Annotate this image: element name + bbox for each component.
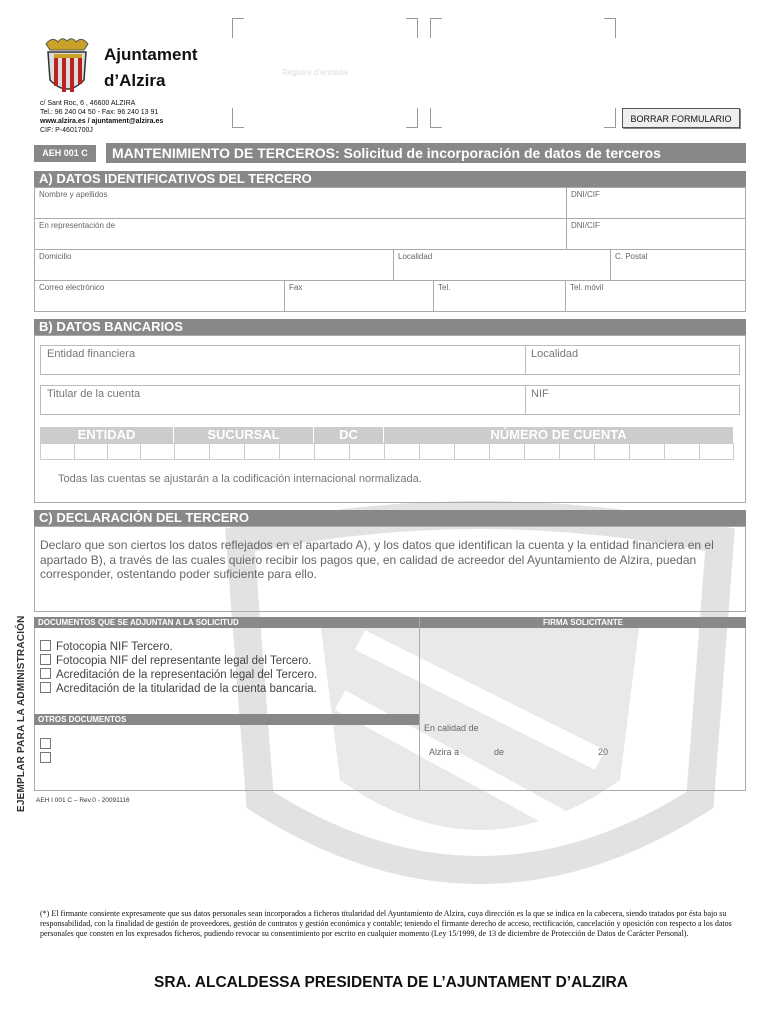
- cpostal-field[interactable]: C. Postal: [610, 249, 746, 281]
- org-name-line2: d’Alzira: [104, 71, 166, 90]
- addressee: SRA. ALCALDESSA PRESIDENTA DE L’AJUNTAMENT D’ALZIRA: [154, 974, 628, 991]
- checkbox-icon[interactable]: [40, 682, 51, 693]
- localidad-field[interactable]: Localidad: [393, 249, 611, 281]
- signature-header: FIRMA SOLICITANTE: [420, 617, 746, 628]
- checkbox-icon[interactable]: [40, 738, 51, 749]
- col-numero: NÚMERO DE CUENTA: [384, 427, 734, 443]
- form-code: AEH 001 C: [34, 145, 96, 162]
- otros-docs-header: OTROS DOCUMENTOS: [34, 714, 419, 725]
- entidad-financiera-label: Entidad financiera: [47, 348, 136, 360]
- org-name-line1: Ajuntament: [104, 45, 198, 64]
- nombre-field[interactable]: Nombre y apellidos: [34, 187, 567, 219]
- representacion-field[interactable]: En representación de: [34, 218, 567, 250]
- org-address: c/ Sant Roc, 6 , 46600 ALZIRA Tel.: 96 240 04 50 - Fax: 96 240 13 91 www.alzira.es / ajuntament@alzira.es CIF: P-4601700J: [40, 100, 164, 134]
- privacy-footnote: (*) El firmante consiente expresamente que sus datos personales sean incorporados a ficheros titularidad del Ayuntamiento de Alzira, cuya dirección es la que se indica en la cabecera, siendo tratados por ésta bajo su responsabilidad, con la finalidad de gestión de proveedores, gestión de contratos y gestión económica y contable; teniendo el firmante derecho de acceso, rectificación, cancelación y oposición con respecto a los datos personales que consten en los expresados ficheros, pudiendo revocar su consentimiento por escrito en cualquier momento (Ley 15/1999, de 13 de diciembre de Protección de Datos de Carácter Personal).: [40, 909, 732, 938]
- domicilio-field[interactable]: Domicilio: [34, 249, 394, 281]
- col-entidad: ENTIDAD: [40, 427, 174, 443]
- checkbox-icon[interactable]: [40, 640, 51, 651]
- nif-field[interactable]: [525, 385, 740, 415]
- section-a-title: A) DATOS IDENTIFICATIVOS DEL TERCERO: [34, 171, 746, 187]
- doc-item[interactable]: Fotocopia NIF Tercero.: [40, 640, 410, 654]
- registro-label: Registre d’entrada: [282, 68, 348, 77]
- checkbox-icon[interactable]: [40, 654, 51, 665]
- movil-field[interactable]: Tel. móvil: [565, 280, 746, 312]
- coat-of-arms-logo: [40, 36, 94, 98]
- section-a-fields: [34, 187, 746, 312]
- dni-representado-field[interactable]: DNI/CIF: [566, 218, 746, 250]
- correo-field[interactable]: Correo electrónico: [34, 280, 285, 312]
- account-header: [40, 427, 734, 443]
- doc-item[interactable]: Fotocopia NIF del representante legal del Tercero.: [40, 654, 410, 668]
- section-b-title: B) DATOS BANCARIOS: [34, 319, 746, 335]
- account-digits[interactable]: [40, 443, 734, 460]
- dni-field[interactable]: DNI/CIF: [566, 187, 746, 219]
- reset-form-button[interactable]: BORRAR FORMULARIO: [622, 108, 740, 128]
- section-c-title: C) DECLARACIÓN DEL TERCERO: [34, 510, 746, 526]
- col-dc: DC: [314, 427, 384, 443]
- declaration-text: Declaro que son ciertos los datos reflejados en el apartado A), y los datos que identifican la cuenta y la entidad financiera en el apartado B), a través de las cuales quiero recibir los pagos que, en calidad de acreedor del Ayuntamiento de Alzira, puedan corresponder, ostentando poder suficiente para ello.: [40, 538, 714, 581]
- de-label: de: [494, 747, 505, 757]
- titular-label: Titular de la cuenta: [47, 388, 141, 400]
- localidad-banco-label: Localidad: [531, 348, 579, 360]
- otros-docs-checkboxes: [40, 738, 56, 766]
- calidad-label: En calidad de: [424, 723, 479, 733]
- place-label: Alzira a: [429, 747, 460, 757]
- iban-note: Todas las cuentas se ajustarán a la codificación internacional normalizada.: [58, 473, 422, 485]
- documents-list: [40, 640, 410, 696]
- year-label: 20: [598, 747, 609, 757]
- col-sucursal: SUCURSAL: [174, 427, 314, 443]
- doc-item[interactable]: Acreditación de la titularidad de la cuenta bancaria.: [40, 682, 410, 696]
- checkbox-icon[interactable]: [40, 668, 51, 679]
- doc-item[interactable]: Acreditación de la representación legal del Tercero.: [40, 668, 410, 682]
- nif-label: NIF: [531, 388, 549, 400]
- revision-code: AEH I 001 C – Rev.0 - 20091116: [36, 797, 130, 804]
- checkbox-icon[interactable]: [40, 752, 51, 763]
- tel-field[interactable]: Tel.: [433, 280, 566, 312]
- side-label: EJEMPLAR PARA LA ADMINISTRACIÓN: [16, 615, 27, 812]
- fax-field[interactable]: Fax: [284, 280, 434, 312]
- docs-header: DOCUMENTOS QUE SE ADJUNTAN A LA SOLICITUD: [34, 617, 419, 628]
- form-title: MANTENIMIENTO DE TERCEROS: Solicitud de incorporación de datos de terceros: [106, 143, 746, 163]
